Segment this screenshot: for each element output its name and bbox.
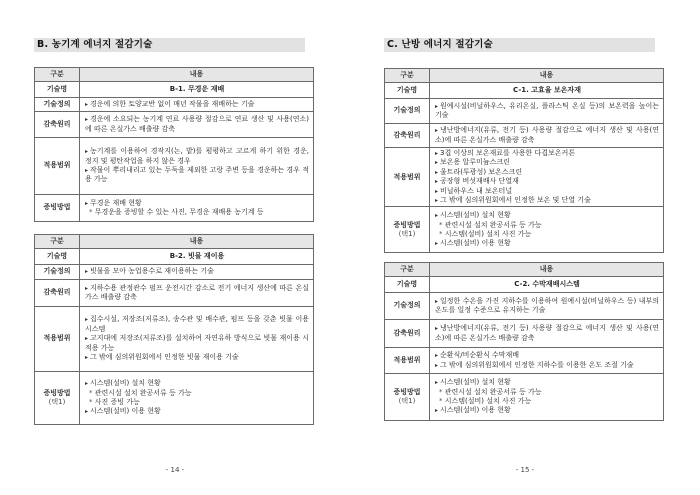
row-label: 감축원리 — [35, 280, 80, 307]
bullet-item: ▸ 고지대에 저장조(저류조)를 설치하여 자연유하 방식으로 빗물 재이용 시 적용 가능 — [85, 334, 309, 353]
row-content — [80, 280, 314, 307]
bullet-item: ▸ 공장형 버섯재배사 단열재 — [435, 177, 659, 186]
table-header-row — [35, 68, 314, 82]
bullet-item: ▸ 보온용 알루미늄스크린 — [435, 158, 659, 167]
row-label — [385, 207, 430, 253]
row-content — [80, 138, 314, 195]
table-row — [35, 112, 314, 138]
page-number: - 15 - — [515, 466, 535, 474]
row-label-text: 증빙방법 — [43, 388, 71, 397]
tech-table-b1 — [34, 67, 314, 222]
bullet-item: ▸ 지하수용 관정관수 펌프 운전시간 감소로 전기 에너지 생산에 따른 온실가스 배출량 감축 — [85, 284, 309, 303]
bullet-item: ▸ 무경운 재배 현황 — [85, 199, 309, 208]
tech-name: C-2. 수막재배시스템 — [430, 277, 664, 293]
row-content — [80, 195, 314, 222]
section-title: B. 농기계 에너지 절감기술 — [34, 38, 305, 52]
tech-name-row — [385, 277, 664, 293]
row-label: 감축원리 — [385, 124, 430, 148]
bullet-item: ▸ 3겹 이상의 보온재료를 사용한 다겹보온커튼 — [435, 149, 659, 158]
bullet-item: ▸ 경운에 의한 토양교반 없이 매년 작물을 재배하는 기술 — [85, 100, 309, 109]
note-item: * 무경운을 증빙할 수 있는 사진, 무경운 재배용 농기계 등 — [85, 208, 309, 217]
table-row — [35, 307, 314, 372]
row-label: 증빙방법 — [35, 195, 80, 222]
row-sublabel: (택1) — [398, 229, 416, 238]
row-label: 기술명 — [35, 82, 80, 98]
table-header-row — [35, 235, 314, 249]
tech-name: B-1. 무경운 재배 — [80, 82, 314, 98]
header-category: 구분 — [35, 68, 80, 82]
table-row — [35, 265, 314, 280]
table-row — [385, 148, 664, 207]
row-content — [430, 374, 664, 421]
table-row — [385, 124, 664, 148]
header-content: 내용 — [80, 235, 314, 249]
bullet-item: ▸ 울트라(투광성) 보온스크린 — [435, 168, 659, 177]
header-content: 내용 — [430, 69, 664, 83]
row-content — [430, 148, 664, 207]
table-row — [385, 207, 664, 253]
row-content — [80, 112, 314, 138]
bullet-item: ▸ 시스템(설비) 이용 현황 — [435, 239, 659, 248]
bullet-item: ▸ 냉난방에너지(유류, 전기 등) 사용량 절감으로 에너지 생산 및 사용(연소)에 따른 온실가스 배출량 감축 — [435, 126, 659, 145]
note-item: * 시스템(설비) 설치 사진 가능 — [435, 230, 659, 239]
table-row — [35, 138, 314, 195]
bullet-item: ▸ 시스템(설비) 설치 현황 — [85, 379, 309, 388]
bullet-item: ▸ 일정한 수온을 가진 지하수를 이용하여 원예시설(비닐하우스 등) 내부의 온도를 일정 수준으로 유지하는 기술 — [435, 297, 659, 316]
bullet-item: ▸ 비닐하우스 내 보온터널 — [435, 187, 659, 196]
row-content — [80, 307, 314, 372]
bullet-item: ▸ 시스템(설비) 이용 현황 — [85, 407, 309, 416]
row-content — [80, 265, 314, 280]
tech-table-b2 — [34, 234, 314, 425]
row-label: 감축원리 — [385, 320, 430, 348]
row-content — [430, 293, 664, 320]
row-content — [430, 207, 664, 253]
note-item: * 관련시설 설치 완공서류 등 가능 — [435, 388, 659, 397]
header-category: 구분 — [385, 263, 430, 277]
row-label: 적용범위 — [35, 138, 80, 195]
table-row — [385, 374, 664, 421]
tech-name: C-1. 고효율 보온자재 — [430, 83, 664, 99]
table-row — [385, 293, 664, 320]
tech-table-c1 — [384, 68, 664, 253]
bullet-item: ▸ 냉난방에너지(유류, 전기 등) 사용량 절감으로 에너지 생산 및 사용(연소)에 따른 온실가스 배출량 감축 — [435, 324, 659, 343]
note-item: * 관련시설 설치 완공서류 등 가능 — [435, 221, 659, 230]
bullet-item: ▸ 시스템(설비) 이용 현황 — [435, 406, 659, 415]
bullet-item: ▸ 집수시설, 저장조(저류조), 송수관 및 배수관, 펌프 등을 갖춘 빗물 이용 시스템 — [85, 315, 309, 334]
table-header-row — [385, 69, 664, 83]
bullet-item: ▸ 시스템(설비) 설치 현황 — [435, 378, 659, 387]
table-row — [35, 372, 314, 425]
table-row — [35, 280, 314, 307]
row-label-text: 증빙방법 — [393, 220, 421, 229]
table-row — [35, 98, 314, 112]
row-content — [430, 320, 664, 348]
tech-name-row — [35, 82, 314, 98]
note-item: * 관련시설 설치 완공서류 등 가능 — [85, 389, 309, 398]
row-label: 기술명 — [385, 83, 430, 99]
table-row — [35, 195, 314, 222]
header-category: 구분 — [385, 69, 430, 83]
row-content — [80, 98, 314, 112]
bullet-item: ▸ 작물이 뿌리내리고 있는 두둑을 제외한 고랑 주변 등을 경운하는 경우 적용 가능 — [85, 166, 309, 185]
row-label: 적용범위 — [35, 307, 80, 372]
row-label — [385, 374, 430, 421]
row-content — [430, 99, 664, 124]
header-category: 구분 — [35, 235, 80, 249]
bullet-item: ▸ 원예시설(비닐하우스, 유리온실, 플라스틱 온실 등)의 보온력을 높이는 기술 — [435, 102, 659, 121]
table-header-row — [385, 263, 664, 277]
row-sublabel: (택1) — [398, 397, 416, 405]
row-sublabel: (택1) — [48, 398, 66, 406]
bullet-item: ▸ 그 밖에 심의위원회에서 인정한 지하수를 이용한 온도 조절 기술 — [435, 361, 659, 370]
row-content — [430, 124, 664, 148]
row-label: 기술명 — [35, 249, 80, 265]
page-15 — [350, 0, 700, 495]
table-row — [385, 320, 664, 348]
bullet-item: ▸ 농기계를 이용하여 경작지(논, 밭)를 평평하고 고르게 하기 위한 경운, 정지 및 평탄작업을 하지 않은 경우 — [85, 147, 309, 166]
page-number: - 14 - — [165, 466, 185, 474]
row-content — [80, 372, 314, 425]
row-label: 기술정의 — [35, 98, 80, 112]
header-content: 내용 — [80, 68, 314, 82]
bullet-item: ▸ 경운에 소요되는 농기계 연료 사용량 절감으로 연료 생산 및 사용(연소)에 따른 온실가스 배출량 감축 — [85, 115, 309, 134]
row-label — [35, 372, 80, 425]
row-label: 기술정의 — [385, 99, 430, 124]
row-content — [430, 348, 664, 374]
table-row — [385, 348, 664, 374]
tech-table-c2 — [384, 262, 664, 421]
bullet-item: ▸ 순환식/비순환식 수막재배 — [435, 351, 659, 360]
row-label: 적용범위 — [385, 348, 430, 374]
bullet-item: ▸ 빗물을 모아 농업용수로 재이용하는 기술 — [85, 267, 309, 276]
row-label: 감축원리 — [35, 112, 80, 138]
row-label-text: 증빙방법 — [393, 387, 421, 396]
section-title: C. 난방 에너지 절감기술 — [384, 38, 655, 52]
row-label: 기술정의 — [35, 265, 80, 280]
table-row — [385, 99, 664, 124]
tech-name-row — [385, 83, 664, 99]
tech-name-row — [35, 249, 314, 265]
row-label: 기술정의 — [385, 293, 430, 320]
bullet-item: ▸ 그 밖에 심의위원회에서 인정한 빗물 재이용 기술 — [85, 353, 309, 362]
bullet-item: ▸ 시스템(설비) 설치 현황 — [435, 211, 659, 220]
row-label: 기술명 — [385, 277, 430, 293]
row-label: 적용범위 — [385, 148, 430, 207]
tech-name: B-2. 빗물 재이용 — [80, 249, 314, 265]
bullet-item: ▸ 그 밖에 심의위원회에서 인정한 보온 및 단열 기술 — [435, 196, 659, 205]
header-content: 내용 — [430, 263, 664, 277]
note-item: * 시스템(설비) 설치 사진 가능 — [435, 397, 659, 406]
note-item: * 사진 증빙 가능 — [85, 398, 309, 407]
